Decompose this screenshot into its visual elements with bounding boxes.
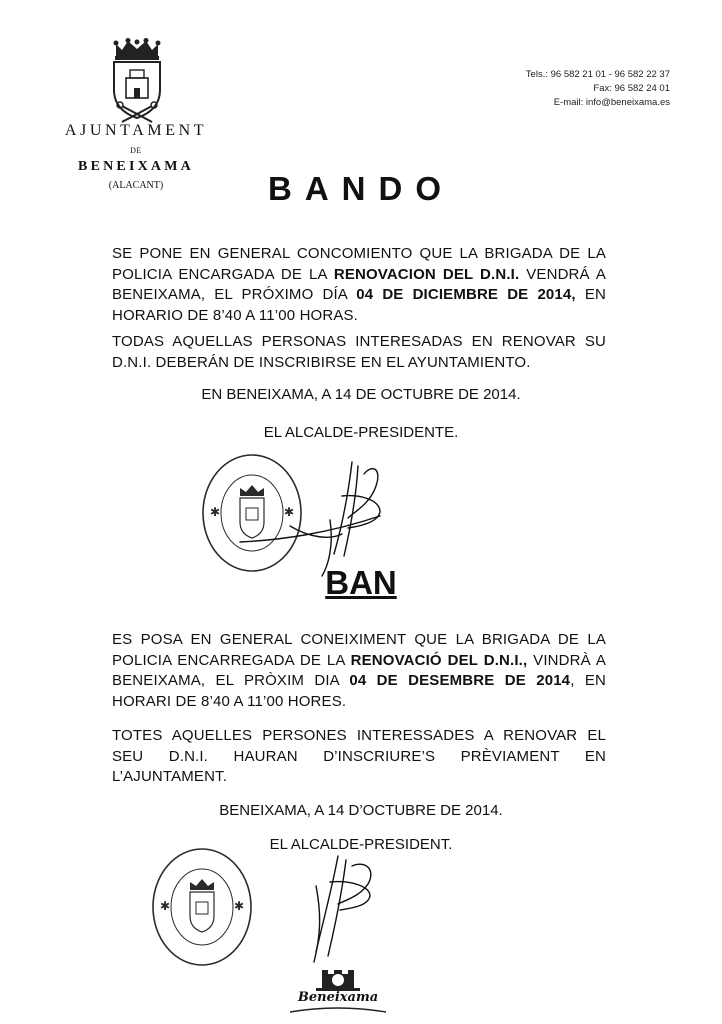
title-bando: BANDO <box>268 170 454 207</box>
text-segment: , EN HORARI DE 8’40 A 11’00 HORES. <box>112 672 606 710</box>
town-logo-text: Beneixama <box>297 990 379 1005</box>
instruction-paragraph-es: TODAS AQUELLAS PERSONAS INTERESADAS EN RENOVAR SU D.N.I. DEBERÁN DE INSCRIBIRSE EN EL AYUNTAMIENTO. <box>112 333 606 371</box>
text-segment: ES POSA EN GENERAL CONEIXIMENT QUE LA BRIGADA DE LA POLICIA ENCARREGADA DE LA <box>112 631 606 669</box>
instruction-paragraph-ca: TOTES AQUELLES PERSONES INTERESSADES A RENOVAR EL SEU D.N.I. HAURAN D’INSCRIURE’S PRÈVIAMENT EN L’AJUNTAMENT. <box>112 727 606 785</box>
svg-text:✱: ✱ <box>160 899 171 913</box>
place-date-es: EN BENEIXAMA, A 14 DE OCTUBRE DE 2014. <box>201 386 521 403</box>
notice-paragraph-ca <box>112 630 606 712</box>
municipality-name: AJUNTAMENT <box>64 122 208 139</box>
text-segment: VENDRÁ A BENEIXAMA, EL PRÓXIMO DÍA <box>112 265 606 303</box>
highlight-dni: RENOVACIÓ DEL D.N.I., <box>350 651 528 669</box>
signature-mark <box>230 456 410 580</box>
signatory-ca: EL ALCALDE-PRESIDENT. <box>269 836 453 853</box>
highlight-date: 04 DE DESEMBRE DE 2014 <box>349 672 571 689</box>
town-name: BENEIXAMA <box>78 159 194 174</box>
phone-numbers: Tels.: 96 582 21 01 - 96 582 22 37 <box>525 69 670 80</box>
coat-of-arms-icon <box>108 38 166 126</box>
contact-block <box>526 68 670 110</box>
text-segment: SE PONE EN GENERAL CONCOMIENTO QUE LA BRIGADA DE LA POLICIA ENCARGADA DE LA <box>112 245 606 283</box>
svg-text:✱: ✱ <box>284 505 295 519</box>
text-segment: VINDRÀ A BENEIXAMA, EL PRÒXIM DIA <box>112 651 606 689</box>
municipality-preposition: DE <box>130 146 142 155</box>
title-ban: BAN <box>325 564 397 601</box>
highlight-dni: RENOVACION DEL D.N.I. <box>333 265 520 283</box>
svg-text:✱: ✱ <box>210 505 221 519</box>
highlight-date: 04 DE DICIEMBRE DE 2014, <box>356 286 576 303</box>
email-address: E-mail: info@beneixama.es <box>553 97 670 108</box>
fax-number: Fax: 96 582 24 01 <box>593 83 670 94</box>
notice-paragraph-es <box>112 244 606 326</box>
svg-text:✱: ✱ <box>234 899 245 913</box>
signatory-es: EL ALCALDE-PRESIDENTE. <box>263 424 459 441</box>
place-date-ca: BENEIXAMA, A 14 D’OCTUBRE DE 2014. <box>219 802 503 819</box>
province-name: (ALACANT) <box>108 180 164 191</box>
text-segment: EN HORARIO DE 8’40 A 11’00 HORAS. <box>112 286 606 324</box>
signature-mark <box>220 852 400 964</box>
